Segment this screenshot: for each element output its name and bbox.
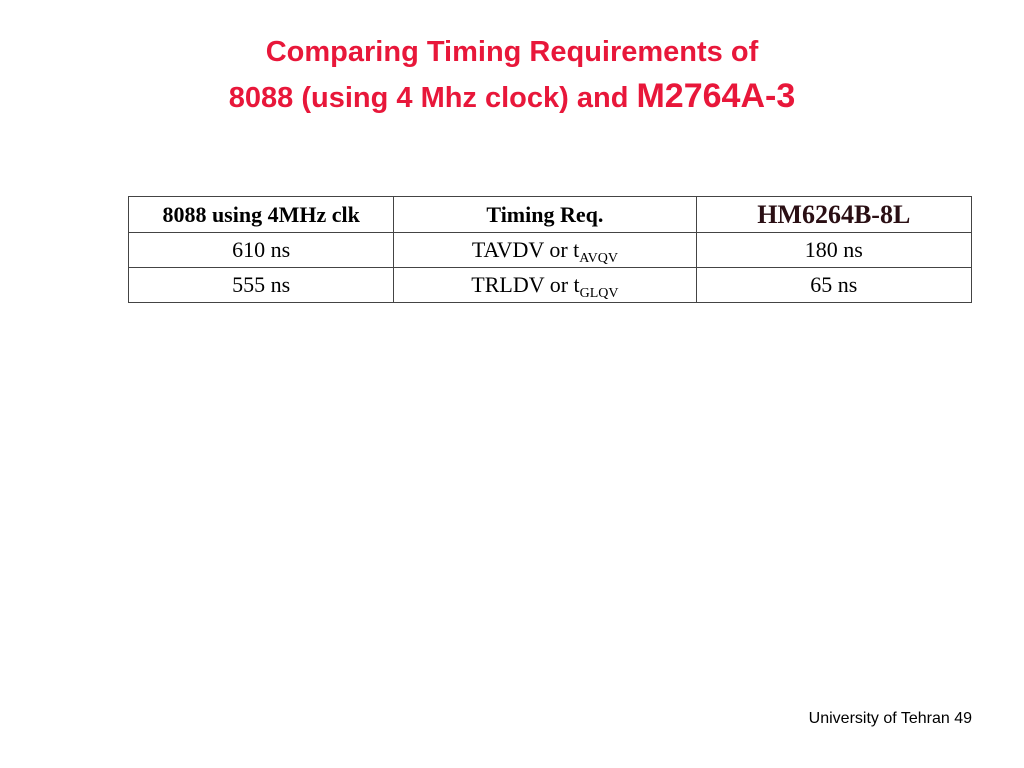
title-line-1: Comparing Timing Requirements of xyxy=(265,36,759,68)
timing-req-subscript: AVQV xyxy=(579,251,618,266)
cell-memory: 65 ns xyxy=(696,268,971,303)
header-cpu: 8088 using 4MHz clk xyxy=(129,197,394,233)
table-row xyxy=(129,268,972,303)
cell-cpu: 555 ns xyxy=(129,268,394,303)
slide-footer: University of Tehran 49 xyxy=(808,710,972,727)
title-line-2-emphasis: M2764A-3 xyxy=(636,77,796,115)
timing-req-subscript: GLQV xyxy=(579,286,619,301)
timing-table xyxy=(128,196,972,303)
timing-req-main: TAVDV or t xyxy=(471,237,580,262)
table-row xyxy=(129,233,972,268)
cell-memory: 180 ns xyxy=(696,233,971,268)
cell-timing-req xyxy=(394,268,696,303)
header-memory: HM6264B-8L xyxy=(696,197,971,233)
slide-title xyxy=(0,30,1024,120)
title-line-2 xyxy=(0,74,1024,120)
title-line-2-prefix: 8088 (using 4 Mhz clock) and xyxy=(228,82,629,114)
timing-req-main: TRLDV or t xyxy=(471,272,580,297)
cell-timing-req xyxy=(394,233,696,268)
cell-cpu: 610 ns xyxy=(129,233,394,268)
table-header-row xyxy=(129,197,972,233)
header-timing-req: Timing Req. xyxy=(394,197,696,233)
